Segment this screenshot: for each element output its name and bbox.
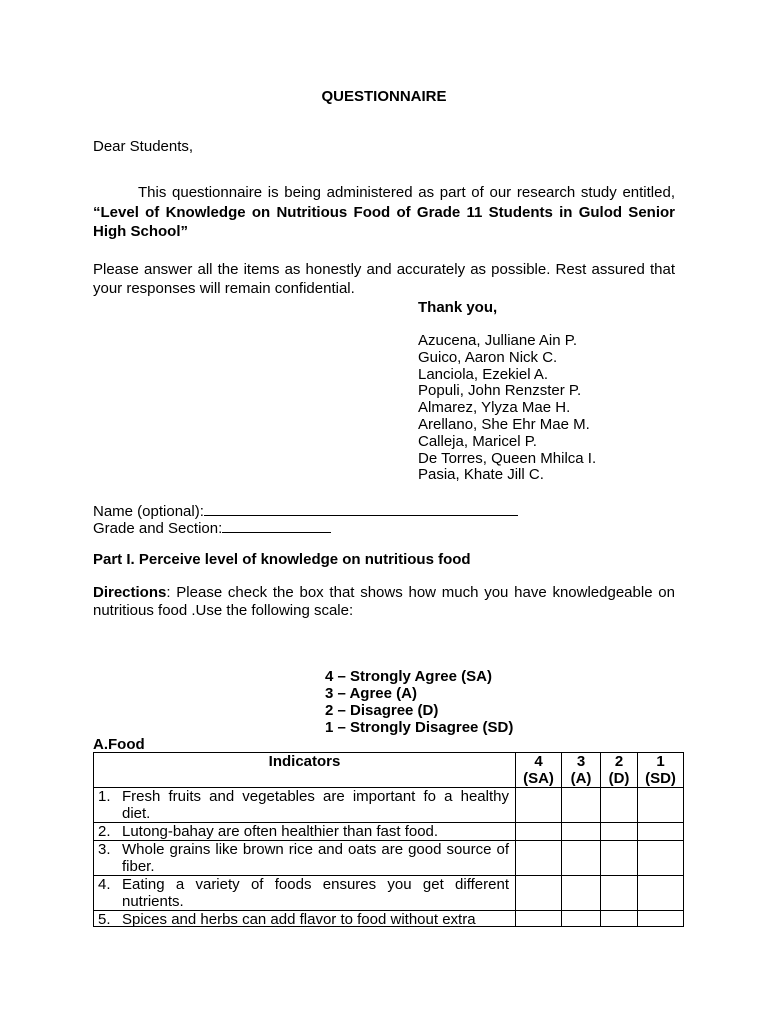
rating-box-a[interactable] [562, 911, 601, 927]
indicator-text: Eating a variety of foods ensures you get different nutrients. [122, 876, 509, 910]
grade-field-row [93, 517, 331, 537]
rating-box-sa[interactable] [516, 823, 562, 841]
rating-table [93, 752, 684, 927]
column-num: 2 [614, 753, 624, 770]
intro-paragraph [93, 183, 675, 242]
rating-box-d[interactable] [601, 841, 638, 876]
name-label: Name (optional): [93, 503, 204, 520]
indicator-text: Lutong-bahay are often healthier than fast food. [122, 823, 439, 840]
rating-box-d[interactable] [601, 788, 638, 823]
rating-box-sd[interactable] [638, 788, 684, 823]
indicator-number: 3. [98, 841, 111, 858]
author-name: Pasia, Khate Jill C. [418, 466, 544, 484]
column-num: 4 [534, 753, 543, 770]
grade-section-blank-line[interactable] [222, 517, 331, 533]
indicator-number: 2. [98, 823, 111, 840]
intro-lead: This questionnaire is being administered as part of our research study entitled, [138, 184, 675, 201]
column-abbr: (SA) [523, 770, 554, 787]
directions-label: Directions [93, 584, 167, 601]
indicator-number: 5. [98, 911, 111, 926]
instructions-paragraph: Please answer all the items as honestly and accurately as possible. Rest assured that your responses will remain confidential. [93, 261, 675, 297]
section-a-heading: A.Food [93, 736, 145, 753]
directions-paragraph [93, 584, 675, 619]
author-name: Populi, John Renzster P. [418, 382, 582, 400]
indicator-cell [94, 876, 516, 911]
indicator-text: Fresh fruits and vegetables are important fo a healthy diet. [122, 788, 509, 822]
indicator-cell [94, 788, 516, 823]
column-abbr: (D) [608, 770, 630, 787]
rating-box-a[interactable] [562, 823, 601, 841]
rating-box-sd[interactable] [638, 876, 684, 911]
document-title: QUESTIONNAIRE [321, 88, 447, 105]
name-blank-line[interactable] [204, 500, 518, 516]
column-header-a [562, 753, 601, 788]
scale-item: 2 – Disagree (D) [325, 702, 439, 719]
rating-box-sa[interactable] [516, 911, 562, 927]
thanks-line: Thank you, [418, 299, 498, 316]
rating-box-sa[interactable] [516, 841, 562, 876]
column-num: 3 [576, 753, 586, 770]
rating-box-sd[interactable] [638, 841, 684, 876]
table-header-row [94, 753, 684, 788]
rating-box-d[interactable] [601, 823, 638, 841]
author-list [418, 333, 596, 484]
column-num: 1 [656, 753, 665, 770]
table-row [94, 823, 684, 841]
greeting: Dear Students, [93, 138, 194, 155]
indicators-header: Indicators [94, 753, 516, 788]
column-header-d [601, 753, 638, 788]
rating-scale [325, 668, 513, 736]
rating-box-a[interactable] [562, 876, 601, 911]
indicator-text: Spices and herbs can add flavor to food without extra [122, 911, 476, 926]
column-header-sd [638, 753, 684, 788]
grade-section-label: Grade and Section: [93, 520, 223, 537]
table-row [94, 876, 684, 911]
author-name: Guico, Aaron Nick C. [418, 348, 558, 366]
author-name: Arellano, She Ehr Mae M. [418, 415, 590, 433]
column-header-sa [516, 753, 562, 788]
rating-box-a[interactable] [562, 788, 601, 823]
rating-box-sa[interactable] [516, 876, 562, 911]
rating-box-a[interactable] [562, 841, 601, 876]
table-row [94, 841, 684, 876]
study-title: “Level of Knowledge on Nutritious Food of Grade 11 Students in Gulod Senior High School” [93, 203, 675, 240]
indicator-cell [94, 841, 516, 876]
rating-box-d[interactable] [601, 911, 638, 927]
scale-item: 3 – Agree (A) [325, 685, 417, 702]
author-name: De Torres, Queen Mhilca I. [418, 449, 597, 467]
author-name: Azucena, Julliane Ain P. [418, 332, 578, 349]
indicator-cell [94, 911, 516, 927]
author-name: Lanciola, Ezekiel A. [418, 365, 549, 383]
rating-box-sd[interactable] [638, 823, 684, 841]
rating-box-sa[interactable] [516, 788, 562, 823]
indicator-text: Whole grains like brown rice and oats are good source of fiber. [122, 841, 509, 875]
author-name: Calleja, Maricel P. [418, 432, 537, 450]
indicator-number: 4. [98, 876, 111, 893]
column-abbr: (SD) [645, 770, 676, 787]
scale-item: 4 – Strongly Agree (SA) [325, 668, 492, 685]
table-row [94, 788, 684, 823]
rating-box-sd[interactable] [638, 911, 684, 927]
column-abbr: (A) [570, 770, 592, 787]
indicator-number: 1. [98, 788, 111, 805]
author-name: Almarez, Ylyza Mae H. [418, 399, 571, 417]
rating-box-d[interactable] [601, 876, 638, 911]
indicator-cell [94, 823, 516, 841]
directions-text: : Please check the box that shows how much you have knowledgeable on nutritious food .Use the following scale: [93, 584, 675, 619]
part1-heading: Part I. Perceive level of knowledge on nutritious food [93, 551, 471, 568]
table-row [94, 911, 684, 927]
scale-item: 1 – Strongly Disagree (SD) [325, 719, 514, 736]
